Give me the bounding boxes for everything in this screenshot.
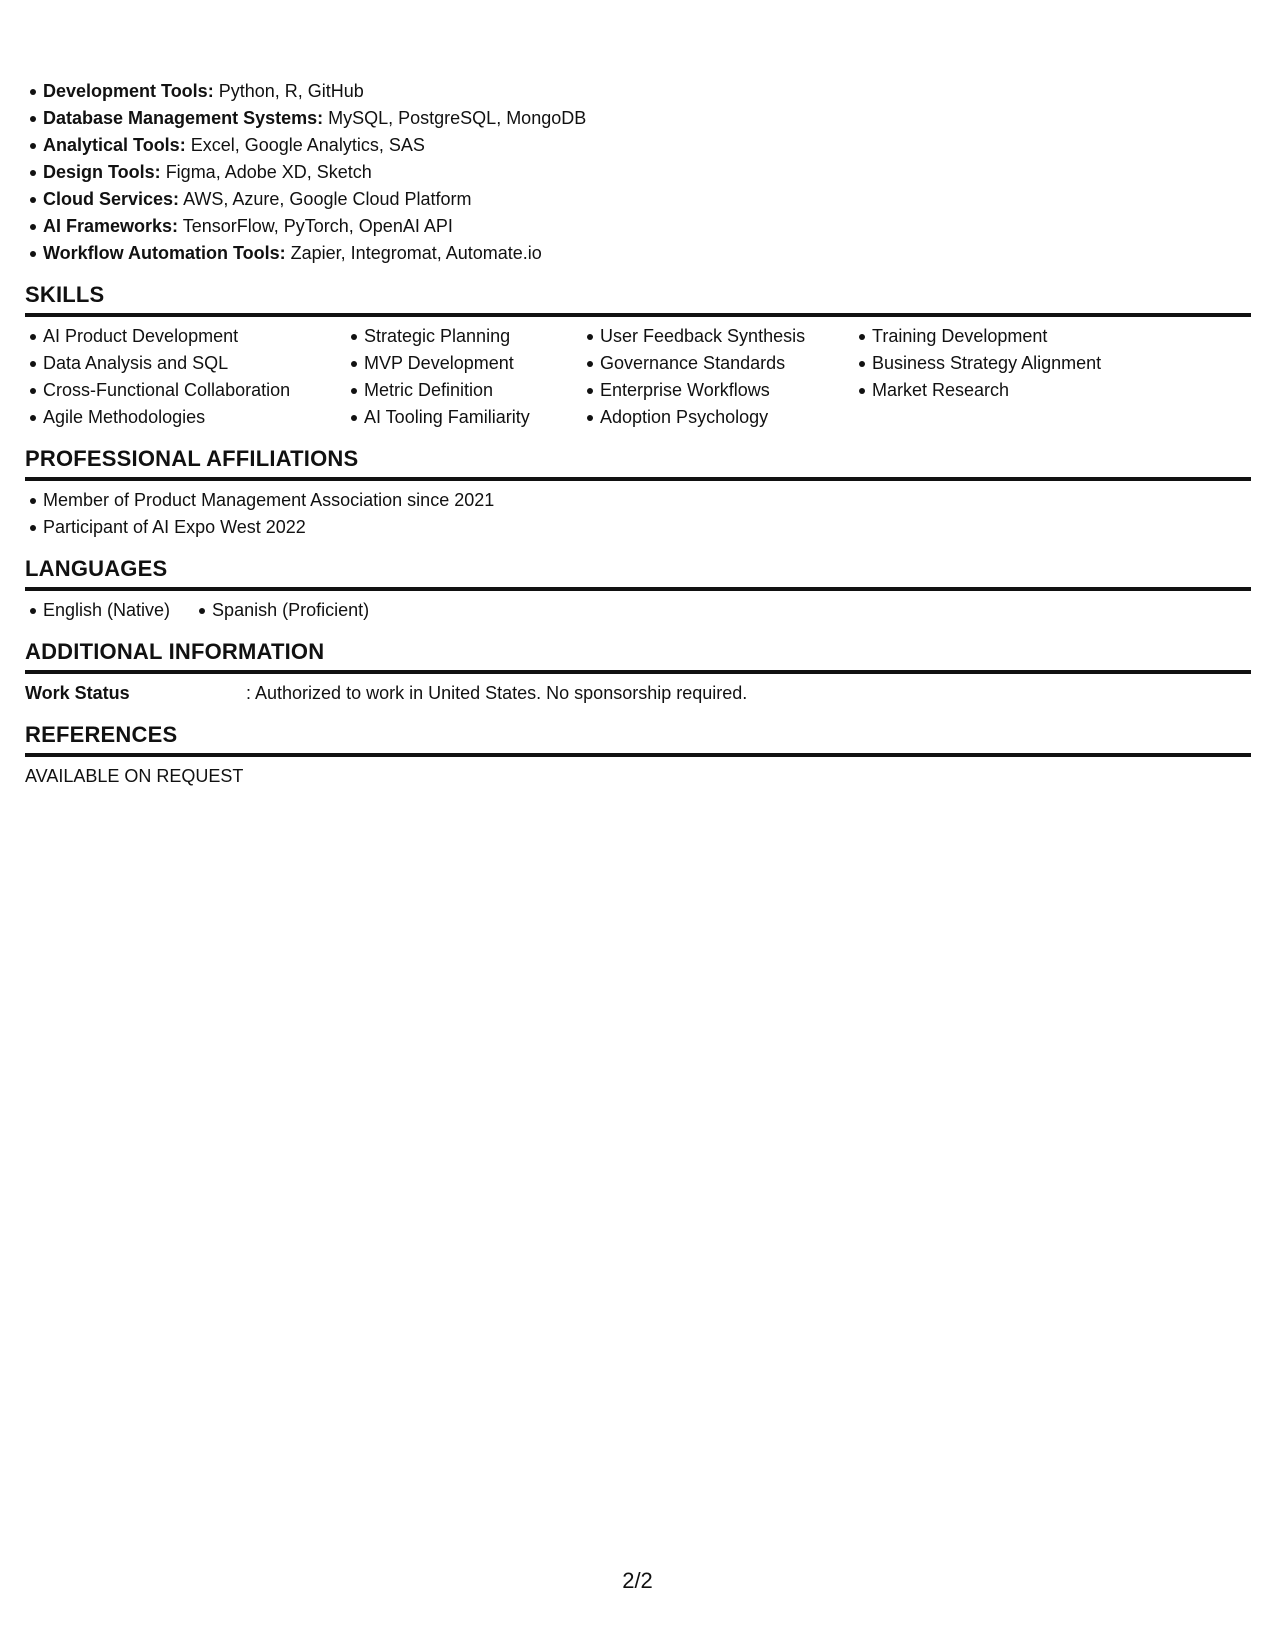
skill-item: Data Analysis and SQL bbox=[43, 350, 346, 377]
tools-item-value: TensorFlow, PyTorch, OpenAI API bbox=[182, 216, 453, 236]
skills-heading: SKILLS bbox=[25, 281, 1251, 317]
affiliations-section bbox=[25, 445, 1251, 541]
tools-item-label: Design Tools: bbox=[43, 162, 161, 182]
language-item: Spanish (Proficient) bbox=[212, 597, 369, 624]
languages-heading: LANGUAGES bbox=[25, 555, 1251, 591]
tools-item-value: AWS, Azure, Google Cloud Platform bbox=[183, 189, 472, 209]
work-status-label: Work Status bbox=[25, 683, 130, 703]
skills-column bbox=[582, 323, 854, 431]
tools-item bbox=[43, 213, 1251, 240]
tools-item-label: Analytical Tools: bbox=[43, 135, 186, 155]
references-text: AVAILABLE ON REQUEST bbox=[25, 766, 244, 786]
affiliation-item: Participant of AI Expo West 2022 bbox=[43, 514, 1251, 541]
skill-item: Market Research bbox=[872, 377, 1172, 404]
references-section bbox=[25, 721, 1251, 790]
tools-item bbox=[43, 78, 1251, 105]
skill-item: User Feedback Synthesis bbox=[600, 323, 854, 350]
skill-item: Business Strategy Alignment bbox=[872, 350, 1172, 377]
skill-item: Adoption Psychology bbox=[600, 404, 854, 431]
tools-item-label: Development Tools: bbox=[43, 81, 214, 101]
tools-item bbox=[43, 105, 1251, 132]
tools-item-value: Excel, Google Analytics, SAS bbox=[190, 135, 425, 155]
tools-list bbox=[25, 78, 1251, 267]
affiliations-heading: PROFESSIONAL AFFILIATIONS bbox=[25, 445, 1251, 481]
skills-grid bbox=[25, 323, 1251, 431]
skill-item: MVP Development bbox=[364, 350, 582, 377]
skill-item: AI Tooling Familiarity bbox=[364, 404, 582, 431]
language-item: English (Native) bbox=[43, 597, 170, 624]
tools-item-value: Figma, Adobe XD, Sketch bbox=[165, 162, 372, 182]
tools-item bbox=[43, 132, 1251, 159]
tools-item bbox=[43, 186, 1251, 213]
skill-item: Governance Standards bbox=[600, 350, 854, 377]
resume-page bbox=[25, 78, 1251, 790]
tools-item-label: Cloud Services: bbox=[43, 189, 180, 209]
skill-item: Agile Methodologies bbox=[43, 404, 346, 431]
tools-item-value: MySQL, PostgreSQL, MongoDB bbox=[328, 108, 587, 128]
skill-item: Enterprise Workflows bbox=[600, 377, 854, 404]
skill-item: Strategic Planning bbox=[364, 323, 582, 350]
work-status-row bbox=[25, 680, 1251, 707]
tools-item bbox=[43, 159, 1251, 186]
affiliations-list bbox=[25, 487, 1251, 541]
affiliation-item: Member of Product Management Association since 2021 bbox=[43, 487, 1251, 514]
skills-column bbox=[854, 323, 1172, 431]
skills-section bbox=[25, 281, 1251, 431]
languages-list bbox=[194, 597, 369, 624]
additional-section bbox=[25, 638, 1251, 707]
additional-heading: ADDITIONAL INFORMATION bbox=[25, 638, 1251, 674]
tools-item bbox=[43, 240, 1251, 267]
languages-section bbox=[25, 555, 1251, 624]
references-heading: REFERENCES bbox=[25, 721, 1251, 757]
skills-column bbox=[346, 323, 582, 431]
tools-item-label: Workflow Automation Tools: bbox=[43, 243, 286, 263]
skill-item: Training Development bbox=[872, 323, 1172, 350]
languages-row bbox=[25, 597, 1251, 624]
skills-column bbox=[25, 323, 346, 431]
tools-item-value: Python, R, GitHub bbox=[218, 81, 364, 101]
page-number: 2/2 bbox=[622, 1568, 653, 1593]
skill-item: Metric Definition bbox=[364, 377, 582, 404]
tools-item-label: AI Frameworks: bbox=[43, 216, 179, 236]
tools-item-value: Zapier, Integromat, Automate.io bbox=[290, 243, 542, 263]
work-status-value: : Authorized to work in United States. No sponsorship required. bbox=[246, 683, 748, 703]
skill-item: Cross-Functional Collaboration bbox=[43, 377, 346, 404]
skill-item: AI Product Development bbox=[43, 323, 346, 350]
languages-list bbox=[25, 597, 170, 624]
tools-item-label: Database Management Systems: bbox=[43, 108, 324, 128]
